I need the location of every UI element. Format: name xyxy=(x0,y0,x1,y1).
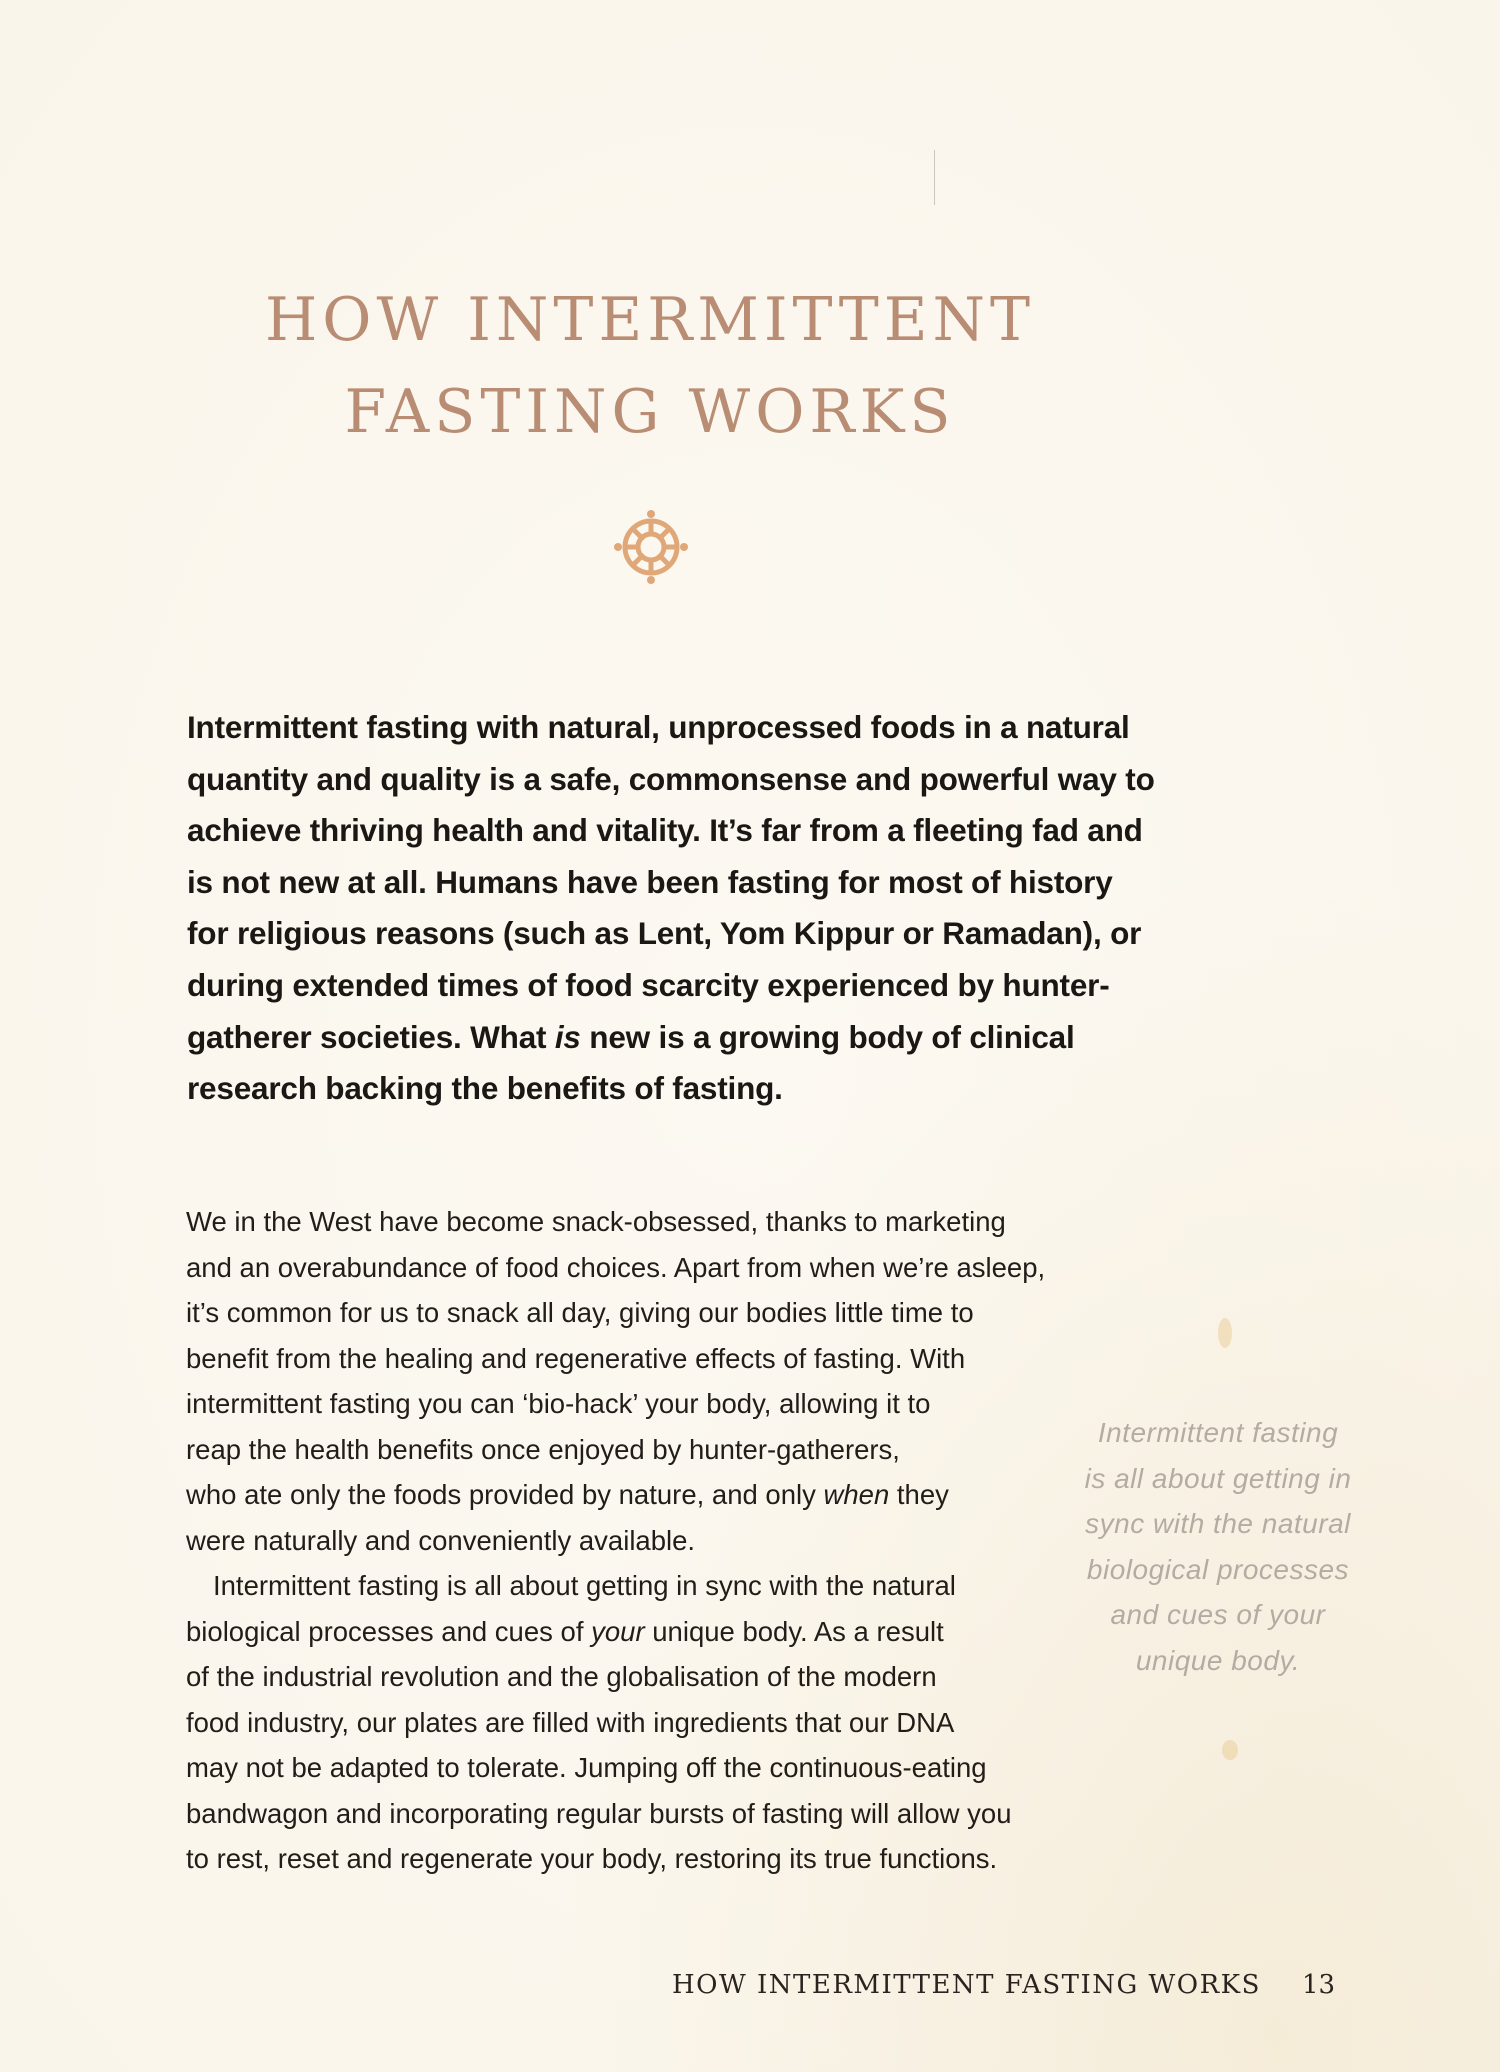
intro-line: during extended times of food scarcity experienced by hunter- xyxy=(187,966,1110,1003)
paper-stain xyxy=(1218,1318,1232,1348)
intro-line: for religious reasons (such as Lent, Yom Kippur or Ramadan), or xyxy=(187,915,1142,952)
intro-text: gatherer societies. What xyxy=(187,1018,555,1055)
body-emphasis: when xyxy=(823,1479,890,1510)
body-line: Intermittent fasting is all about getting in sync with the natural xyxy=(213,1570,956,1601)
page-title-line-2: FASTING WORKS xyxy=(344,377,956,447)
body-text-run: biological processes and cues of xyxy=(186,1615,592,1647)
pull-quote-line: sync with the natural xyxy=(1085,1508,1351,1539)
pull-quote xyxy=(1058,1410,1378,1683)
body-emphasis: your xyxy=(591,1615,645,1647)
body-line: intermittent fasting you can ‘bio-hack’ your body, allowing it to xyxy=(186,1388,931,1419)
body-text-run: they xyxy=(889,1479,949,1510)
pull-quote-line: biological processes xyxy=(1086,1553,1350,1585)
body-line: bandwagon and incorporating regular bursts of fasting will allow you xyxy=(186,1797,1012,1829)
intro-line: is not new at all. Humans have been fasting for most of history xyxy=(187,863,1113,900)
intro-paragraph xyxy=(187,702,1157,1115)
intro-emphasis: is xyxy=(554,1018,581,1055)
intro-line: achieve thriving health and vitality. It’s far from a fleeting fad and xyxy=(187,812,1143,849)
body-line: were naturally and conveniently available. xyxy=(186,1524,696,1556)
page-number: 13 xyxy=(1302,1970,1336,2000)
page-title-line-1: HOW INTERMITTENT xyxy=(264,285,1036,355)
intro-line: research backing the benefits of fasting. xyxy=(187,1070,783,1107)
intro-text: new is a growing body of clinical xyxy=(580,1018,1075,1055)
body-line: it’s common for us to snack all day, giving our bodies little time to xyxy=(186,1297,974,1328)
body-line: benefit from the healing and regenerative effects of fasting. With xyxy=(186,1342,966,1374)
decorative-knot-icon xyxy=(613,509,689,585)
body-line xyxy=(186,1609,1146,1655)
scan-mark xyxy=(934,150,935,205)
body-text xyxy=(186,1199,1146,1882)
body-line: to rest, reset and regenerate your body, restoring its true functions. xyxy=(186,1843,998,1874)
body-line: We in the West have become snack-obsessed, thanks to marketing xyxy=(186,1206,1006,1237)
intro-line xyxy=(187,1012,1157,1064)
intro-line: quantity and quality is a safe, commonsense and powerful way to xyxy=(187,760,1155,797)
body-line: may not be adapted to tolerate. Jumping off the continuous-eating xyxy=(186,1752,987,1783)
body-line xyxy=(186,1472,1146,1518)
body-line: food industry, our plates are filled with ingredients that our DNA xyxy=(186,1706,955,1738)
paper-stain xyxy=(1222,1740,1238,1760)
running-head: HOW INTERMITTENT FASTING WORKS xyxy=(672,1970,1261,2000)
body-line: reap the health benefits once enjoyed by hunter-gatherers, xyxy=(186,1433,900,1465)
pull-quote-line: is all about getting in xyxy=(1084,1462,1352,1494)
body-line: and an overabundance of food choices. Apart from when we’re asleep, xyxy=(186,1251,1046,1283)
body-text-run: unique body. As a result xyxy=(644,1615,944,1647)
body-text-run: who ate only the foods provided by nature, and only xyxy=(186,1479,824,1510)
intro-line: Intermittent fasting with natural, unprocessed foods in a natural xyxy=(187,709,1130,745)
pull-quote-line: and cues of your xyxy=(1110,1599,1326,1630)
body-line: of the industrial revolution and the globalisation of the modern xyxy=(186,1661,937,1692)
pull-quote-line: unique body. xyxy=(1135,1644,1301,1676)
pull-quote-line: Intermittent fasting xyxy=(1097,1417,1339,1448)
